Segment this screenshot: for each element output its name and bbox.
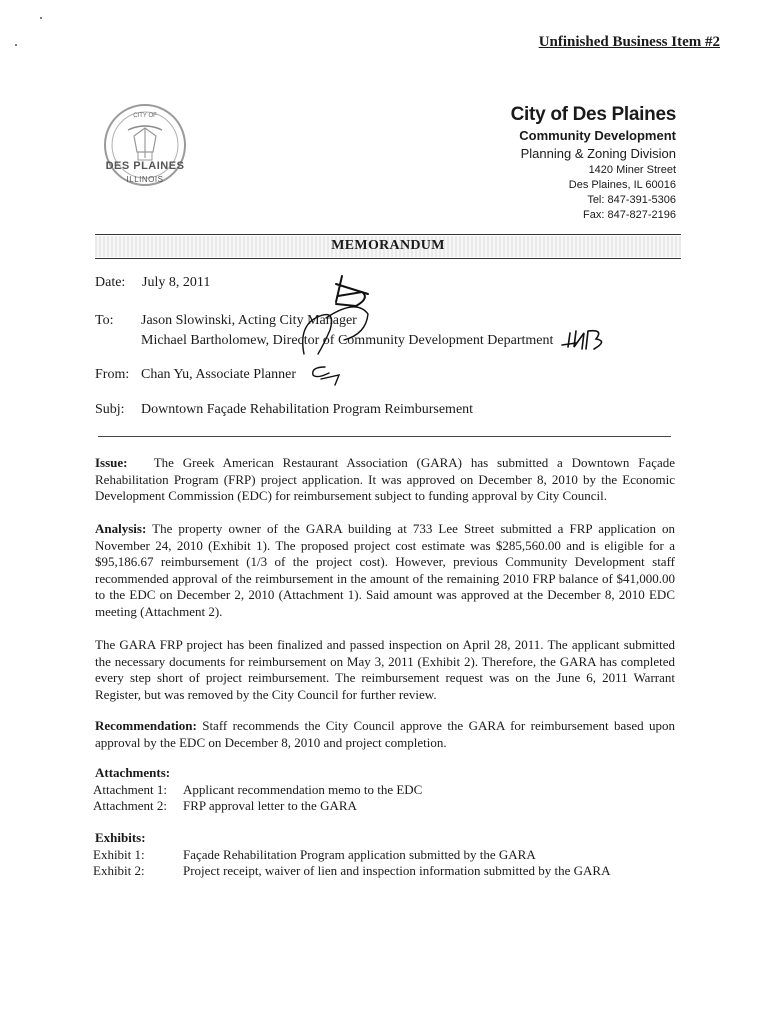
recommendation-text: Staff recommends the City Council approve the GARA for reimbursement based upon approval by the EDC on December 8, 2010 and project completion.: [95, 718, 676, 750]
seal-city-text: DES PLAINES: [105, 160, 185, 172]
title-rule-top: [95, 234, 681, 235]
attachment-label: Attachment 2:: [93, 798, 168, 813]
to-recipient-2: Michael Bartholomew, Director of Community Development Department: [141, 333, 554, 348]
analysis-label: Analysis:: [95, 521, 147, 536]
letterhead-fax: Fax: 847-827-2196: [583, 209, 676, 221]
subject-value: Downtown Façade Rehabilitation Program Reimbursement: [141, 402, 474, 417]
scan-speck: [15, 44, 17, 46]
memo-title: MEMORANDUM: [331, 238, 445, 253]
section-divider: [98, 436, 671, 437]
attachment-label: Attachment 1:: [93, 782, 168, 797]
letterhead-telephone: Tel: 847-391-5306: [587, 194, 676, 206]
date-value: July 8, 2011: [142, 275, 211, 290]
letterhead-city: City of Des Plaines: [510, 104, 676, 125]
exhibit-description: Project receipt, waiver of lien and inspection information submitted by the GARA: [183, 863, 611, 878]
seal-state-text: ILLINOIS: [126, 175, 164, 184]
exhibit-label: Exhibit 1:: [93, 847, 145, 862]
attachment-description: FRP approval letter to the GARA: [183, 798, 357, 813]
recommendation-label: Recommendation:: [95, 718, 197, 733]
letterhead-division: Planning & Zoning Division: [520, 146, 676, 161]
status-paragraph: The GARA FRP project has been finalized and passed inspection on April 28, 2011. The applicant submitted the necessary documents for reimbursement on May 3, 2011 (Exhibit 2). Therefore, the GARA has completed every step short of project reimbursement. The reimbursement request was on the June 6, 2011 Warrant Register, but was removed by the City Council for further review.: [95, 637, 675, 702]
exhibit-label: Exhibit 2:: [93, 863, 145, 878]
subject-label: Subj:: [95, 402, 125, 417]
seal-top-text: CITY OF: [133, 113, 157, 119]
to-recipient-1: Jason Slowinski, Acting City Manager: [141, 313, 357, 328]
letterhead-department: Community Development: [519, 128, 676, 143]
title-rule-bottom: [95, 258, 681, 259]
exhibit-description: Façade Rehabilitation Program application submitted by the GARA: [183, 847, 536, 862]
issue-text: The Greek American Restaurant Association (GARA) has submitted a Downtown Façade Rehabilitation Program (FRP) project application. It was approved on December 8, 2010 by the Economic Development Commission (EDC) for reimbursement subject to funding approval by City Council.: [95, 455, 676, 503]
letterhead-city-state-zip: Des Plaines, IL 60016: [568, 179, 676, 191]
recommendation-paragraph: [95, 718, 675, 751]
handwritten-initials: [560, 327, 616, 353]
issue-label: Issue:: [95, 455, 128, 470]
date-label: Date:: [95, 275, 126, 290]
to-label: To:: [95, 313, 114, 328]
exhibits-heading: Exhibits:: [95, 830, 146, 845]
attachments-heading: Attachments:: [95, 765, 171, 780]
handwritten-signature: [296, 274, 390, 356]
from-label: From:: [95, 367, 130, 382]
from-value: Chan Yu, Associate Planner: [141, 367, 297, 382]
attachment-description: Applicant recommendation memo to the EDC: [183, 782, 423, 797]
analysis-paragraph: [95, 521, 675, 620]
scan-speck: [40, 17, 42, 19]
letterhead-street: 1420 Miner Street: [588, 164, 676, 176]
handwritten-initials: [307, 361, 347, 387]
agenda-item-label: Unfinished Business Item #2: [538, 34, 720, 50]
issue-paragraph: [95, 455, 675, 505]
analysis-text: The property owner of the GARA building at 733 Lee Street submitted a FRP application on November 24, 2010 (Exhibit 1). The proposed project cost estimate was $285,560.00 and is eligible for a $95,186.67 reimbursement (1/3 of the project cost). However, previous Community Development staff recommended approval of the reimbursement in the amount of the remaining 2010 FRP balance of $41,000.00 to the EDC on December 2, 2010 (Attachment 1). Said amount was approved at the December 8, 2010 EDC meeting (Attachment 2).: [95, 521, 676, 619]
